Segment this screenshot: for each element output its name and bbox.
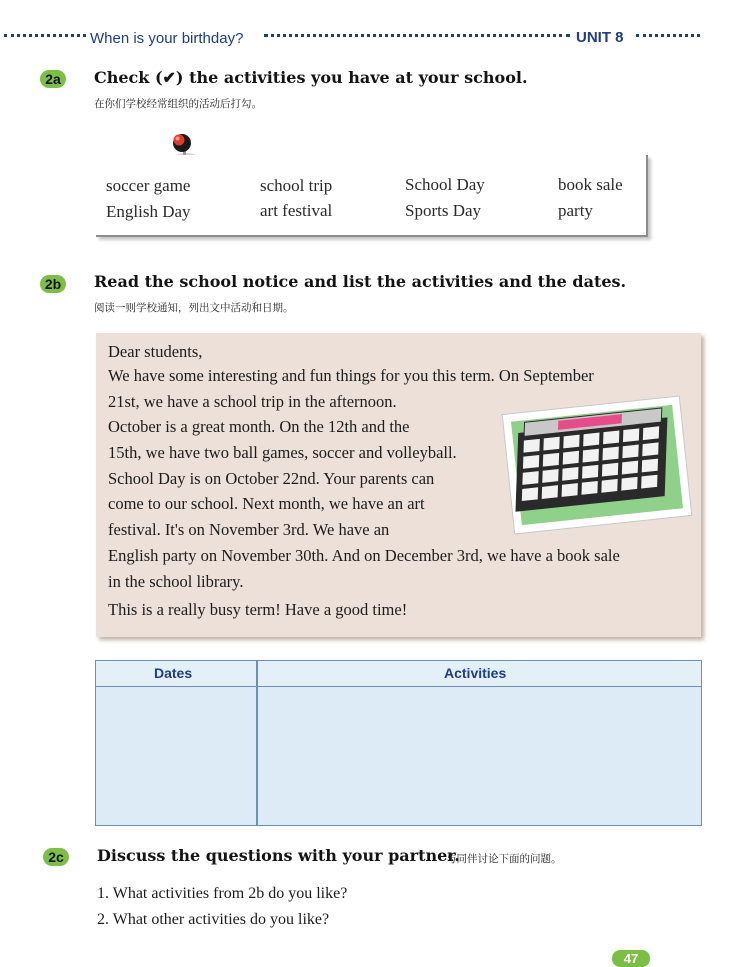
notice-line: in the school library. — [108, 572, 244, 591]
instruction-2c-zh: 与同伴讨论下面的问题。 — [446, 853, 562, 865]
notice-line: festival. It's on November 3rd. We have an — [108, 520, 390, 539]
school-notice — [96, 333, 701, 637]
dates-answer-cell[interactable] — [98, 689, 254, 823]
header-dots-left — [4, 34, 86, 37]
question-item: 2. What other activities do you like? — [97, 911, 330, 928]
activity-item: party — [558, 201, 593, 220]
instruction-2b: Read the school notice and list the activities and the dates. — [94, 272, 627, 291]
table-header-dates: Dates — [154, 665, 193, 681]
page-header — [0, 28, 751, 52]
header-unit: UNIT 8 — [576, 29, 624, 46]
page-number: 47 — [612, 950, 650, 967]
table-header-activities: Activities — [444, 665, 507, 681]
badge-2b: 2b — [40, 275, 66, 293]
activities-answer-cell[interactable] — [259, 689, 699, 823]
dates-activities-table — [95, 660, 702, 826]
notice-line: Dear students, — [108, 342, 203, 361]
activity-item: book sale — [558, 175, 623, 194]
header-dots-mid — [264, 34, 570, 37]
notice-line: English party on November 30th. And on December 3rd, we have a book sale — [108, 546, 620, 565]
activity-item: art festival — [260, 201, 333, 220]
notice-line: We have some interesting and fun things for you this term. On September — [108, 366, 594, 385]
notice-line: come to our school. Next month, we have an art — [108, 494, 425, 513]
notice-line: 21st, we have a school trip in the afternoon. — [108, 392, 397, 411]
instruction-2a: Check (✔) the activities you have at your school. — [94, 68, 528, 87]
question-item: 1. What activities from 2b do you like? — [97, 885, 348, 902]
header-dots-right — [636, 34, 700, 37]
badge-2a: 2a — [40, 70, 66, 88]
activity-item: English Day — [106, 202, 191, 221]
activity-item: school trip — [260, 176, 333, 195]
instruction-2b-zh: 阅读一则学校通知，列出文中活动和日期。 — [94, 302, 294, 314]
instruction-2a-zh: 在你们学校经常组织的活动后打勾。 — [94, 98, 262, 110]
notice-line: School Day is on October 22nd. Your parents can — [108, 469, 435, 488]
notice-line: 15th, we have two ball games, soccer and volleyball. — [108, 443, 457, 462]
calendar-illustration — [498, 392, 696, 539]
activities-box — [96, 155, 648, 237]
activity-item: School Day — [405, 175, 485, 194]
instruction-2c: Discuss the questions with your partner. — [97, 846, 460, 865]
header-title: When is your birthday? — [90, 30, 244, 47]
table-column-divider — [256, 661, 258, 825]
notice-line: This is a really busy term! Have a good time! — [108, 600, 408, 619]
badge-2c: 2c — [43, 848, 69, 866]
notice-line: October is a great month. On the 12th and the — [108, 417, 410, 436]
activity-item: soccer game — [106, 176, 191, 195]
activity-item: Sports Day — [405, 201, 482, 220]
